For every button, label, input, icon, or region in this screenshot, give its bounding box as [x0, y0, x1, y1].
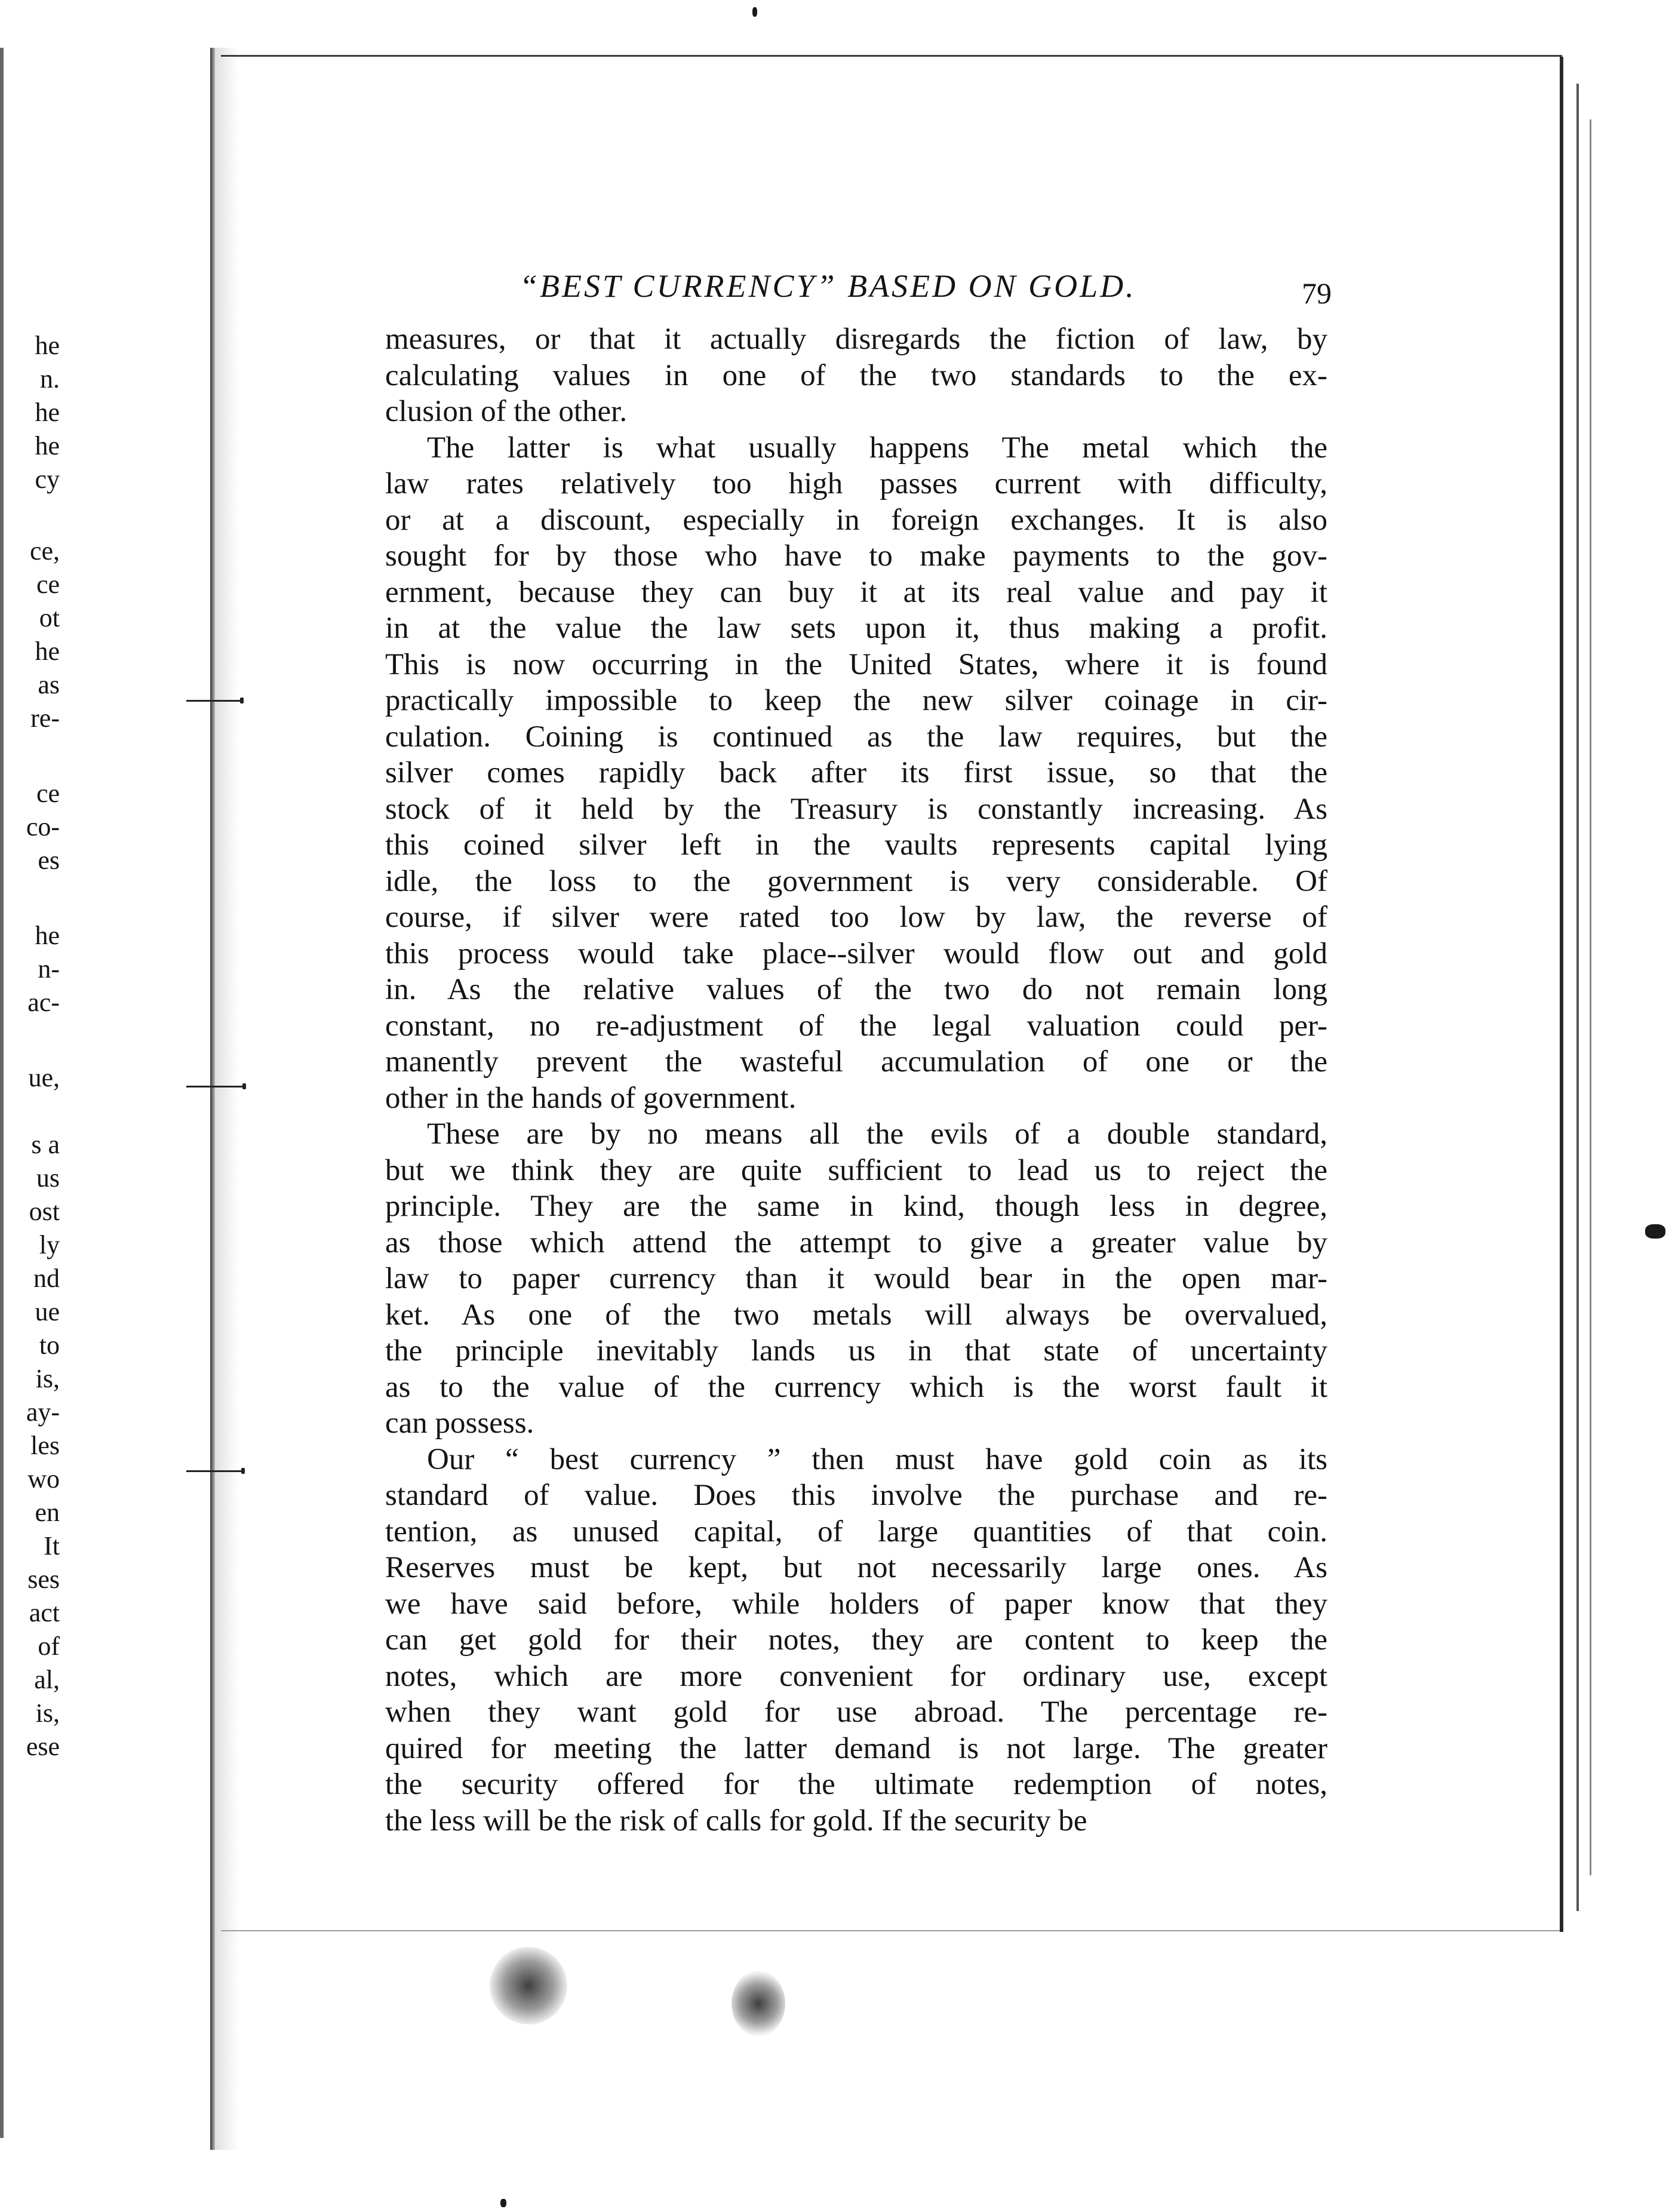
gutter-shadow — [215, 48, 239, 2150]
facing-page-line-fragment: act — [29, 1598, 60, 1627]
text-line: as to the value of the currency which is the worst fault it — [385, 1370, 1327, 1404]
paragraph — [385, 430, 1327, 1117]
running-head: “BEST CURRENCY” BASED ON GOLD. — [520, 268, 1136, 304]
text-line: we have said before, while holders of paper know that they — [385, 1587, 1327, 1621]
book-gutter-fold — [210, 48, 215, 2150]
facing-page-line-fragment: ot — [39, 603, 60, 632]
text-line: culation. Coining is continued as the law requires, but the — [385, 720, 1327, 754]
text-line: clusion of the other. — [385, 395, 628, 428]
ink-speck — [752, 7, 757, 17]
page-bottom-edge — [221, 1930, 1562, 1931]
right-page-edge-leaf — [1576, 84, 1579, 1911]
text-line: when they want gold for use abroad. The percentage re- — [385, 1695, 1327, 1729]
text-line: principle. They are the same in kind, though less in degree, — [385, 1190, 1327, 1223]
text-line: ket. As one of the two metals will always be overvalued, — [385, 1298, 1327, 1332]
text-line: other in the hands of government. — [385, 1081, 797, 1115]
facing-page-line-fragment: les — [30, 1431, 60, 1460]
body-text — [385, 321, 1327, 1839]
margin-tick-mark — [186, 700, 240, 702]
text-line: These are by no means all the evils of a double standard, — [427, 1117, 1327, 1151]
facing-page-line-fragment: ce — [36, 779, 60, 808]
text-line: the less will be the risk of calls for gold. If the security be — [385, 1804, 1087, 1838]
text-line: this coined silver left in the vaults represents capital lying — [385, 828, 1327, 862]
facing-page-line-fragment: is, — [35, 1364, 60, 1393]
facing-page-line-fragment: he — [35, 398, 60, 427]
left-page-edge — [0, 48, 4, 2138]
facing-page-line-fragment: es — [38, 846, 60, 875]
text-line: or at a discount, especially in foreign exchanges. It is also — [385, 503, 1327, 537]
text-line: in at the value the law sets upon it, thus making a profit. — [385, 612, 1327, 645]
text-line: quired for meeting the latter demand is not large. The greater — [385, 1731, 1327, 1765]
facing-page-line-fragment: us — [36, 1163, 60, 1193]
facing-page-line-fragment: co- — [26, 812, 60, 841]
text-line: but we think they are quite sufficient to lead us to reject the — [385, 1153, 1327, 1187]
facing-page-line-fragment: he — [35, 637, 60, 666]
facing-page-line-fragment: re- — [30, 703, 60, 733]
facing-page-line-fragment: ce, — [29, 536, 60, 566]
text-line: sought for by those who have to make payments to the gov- — [385, 539, 1327, 573]
text-line: this process would take place--silver would flow out and gold — [385, 936, 1327, 970]
text-line: can get gold for their notes, they are content to keep the — [385, 1623, 1327, 1657]
text-line: in. As the relative values of the two do not remain long — [385, 973, 1327, 1006]
ink-stain — [732, 1971, 785, 2036]
facing-page-line-fragment: is, — [35, 1698, 60, 1728]
text-line: This is now occurring in the United States, where it is found — [385, 647, 1327, 681]
facing-page-line-fragment: en — [35, 1498, 60, 1527]
ink-speck — [500, 2199, 506, 2207]
ink-speck — [1645, 1224, 1665, 1239]
text-line: law rates relatively too high passes current with difficulty, — [385, 467, 1327, 500]
text-line: the principle inevitably lands us in that state of uncertainty — [385, 1334, 1327, 1368]
text-line: calculating values in one of the two standards to the ex- — [385, 358, 1327, 392]
facing-page-line-fragment: ue, — [28, 1063, 60, 1092]
text-line: can possess. — [385, 1406, 534, 1440]
margin-tick-mark — [186, 1470, 241, 1472]
text-line: the security offered for the ultimate redemption of notes, — [385, 1768, 1327, 1801]
margin-tick-mark — [186, 1086, 242, 1087]
facing-page-line-fragment: n. — [40, 364, 60, 394]
text-line: standard of value. Does this involve the purchase and re- — [385, 1479, 1327, 1512]
facing-page-line-fragment: ue — [35, 1297, 60, 1326]
facing-page-line-fragment: ese — [26, 1732, 60, 1761]
text-line: practically impossible to keep the new silver coinage in cir- — [385, 684, 1327, 717]
facing-page-line-fragment: as — [38, 670, 60, 699]
text-line: silver comes rapidly back after its first issue, so that the — [385, 756, 1327, 789]
text-line: course, if silver were rated too low by law, the reverse of — [385, 901, 1327, 934]
text-line: idle, the loss to the government is very considerable. Of — [385, 864, 1327, 898]
facing-page-line-fragment: al, — [34, 1665, 60, 1694]
facing-page-line-fragment: wo — [27, 1464, 60, 1494]
text-line: ernment, because they can buy it at its real value and pay it — [385, 575, 1327, 609]
facing-page-line-fragment: ac- — [27, 988, 60, 1017]
facing-page-line-fragment: he — [35, 331, 60, 360]
facing-page-line-fragment: nd — [33, 1264, 60, 1293]
paragraph — [385, 1442, 1327, 1839]
facing-page-line-fragment: of — [38, 1632, 60, 1661]
facing-page-line-fragment: to — [39, 1331, 60, 1360]
text-line: The latter is what usually happens The metal which the — [427, 431, 1327, 465]
page-top-edge — [221, 55, 1562, 57]
right-page-edge — [1560, 57, 1563, 1932]
facing-page-line-fragment: he — [35, 431, 60, 460]
text-line: tention, as unused capital, of large quantities of that coin. — [385, 1514, 1327, 1549]
paragraph — [385, 321, 1327, 430]
paragraph — [385, 1116, 1327, 1442]
facing-page-line-fragment: ly — [39, 1230, 60, 1259]
facing-page-line-fragment: ay- — [26, 1397, 60, 1427]
facing-page-line-fragment: s a — [31, 1130, 60, 1159]
facing-page-line-fragment: It — [44, 1531, 60, 1560]
page-number: 79 — [1302, 276, 1332, 310]
text-line: measures, or that it actually disregards the fiction of law, by — [385, 322, 1327, 356]
facing-page-line-fragment: ses — [27, 1565, 60, 1594]
text-line: Our “ best currency ” then must have gold coin as its — [427, 1442, 1327, 1476]
facing-page-line-fragment: ost — [29, 1197, 60, 1226]
text-line: stock of it held by the Treasury is constantly increasing. As — [385, 792, 1327, 826]
facing-page-line-fragment: n- — [38, 954, 60, 984]
facing-page-line-fragment: ce — [36, 570, 60, 599]
facing-page-line-fragment: cy — [35, 465, 60, 494]
text-line: law to paper currency than it would bear in the open mar- — [385, 1262, 1327, 1295]
text-line: manently prevent the wasteful accumulation of one or the — [385, 1045, 1327, 1079]
text-line: notes, which are more convenient for ordinary use, except — [385, 1659, 1327, 1693]
text-line: Reserves must be kept, but not necessarily large ones. As — [385, 1551, 1327, 1584]
ink-stain — [490, 1947, 567, 2024]
text-line: constant, no re-adjustment of the legal valuation could per- — [385, 1009, 1327, 1043]
facing-page-line-fragment: he — [35, 921, 60, 950]
right-page-edge-leaf — [1590, 119, 1591, 1875]
text-line: as those which attend the attempt to give a greater value by — [385, 1225, 1327, 1259]
